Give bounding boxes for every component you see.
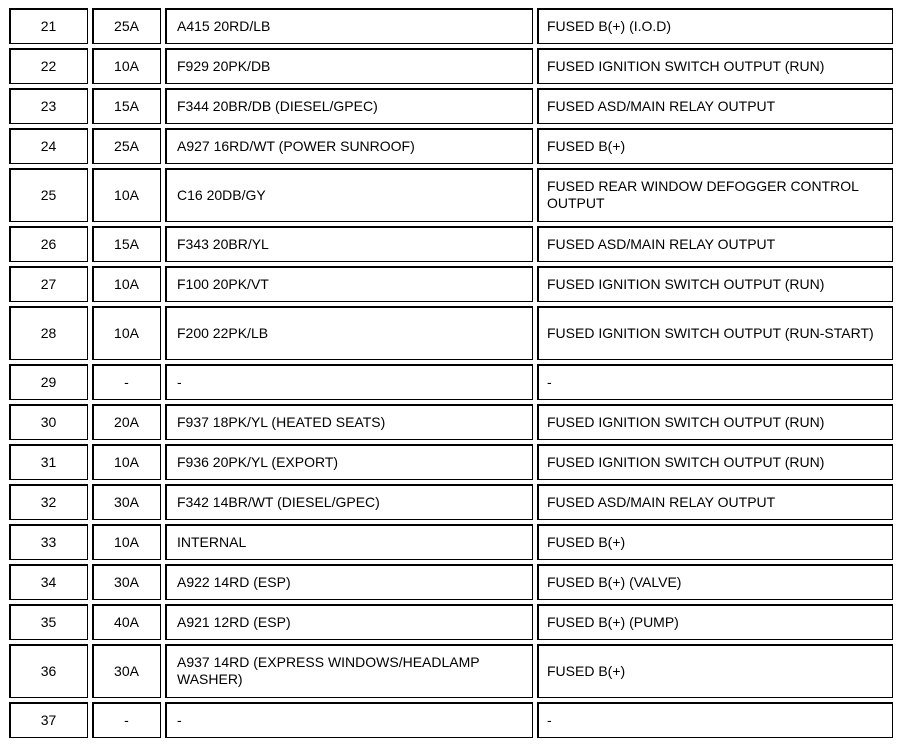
description-cell: FUSED IGNITION SWITCH OUTPUT (RUN-START) xyxy=(537,306,893,360)
amps-cell: 15A xyxy=(92,226,161,262)
table-row xyxy=(9,484,893,520)
description-cell: FUSED ASD/MAIN RELAY OUTPUT xyxy=(537,226,893,262)
description-cell: FUSED B(+) xyxy=(537,128,893,164)
table-row xyxy=(9,702,893,738)
amps-cell: 10A xyxy=(92,48,161,84)
cavity-cell: 36 xyxy=(9,644,88,698)
description-cell: FUSED ASD/MAIN RELAY OUTPUT xyxy=(537,484,893,520)
fuse-table xyxy=(9,8,893,742)
description-cell: FUSED B(+) (VALVE) xyxy=(537,564,893,600)
description-cell: FUSED B(+) xyxy=(537,644,893,698)
table-row xyxy=(9,8,893,44)
table-row xyxy=(9,88,893,124)
circuit-cell: F342 14BR/WT (DIESEL/GPEC) xyxy=(165,484,533,520)
amps-cell: - xyxy=(92,702,161,738)
cavity-cell: 32 xyxy=(9,484,88,520)
amps-cell: 25A xyxy=(92,8,161,44)
circuit-cell: F937 18PK/YL (HEATED SEATS) xyxy=(165,404,533,440)
amps-cell: 25A xyxy=(92,128,161,164)
circuit-cell: F344 20BR/DB (DIESEL/GPEC) xyxy=(165,88,533,124)
description-cell: FUSED B(+) (I.O.D) xyxy=(537,8,893,44)
table-row xyxy=(9,604,893,640)
circuit-cell: A922 14RD (ESP) xyxy=(165,564,533,600)
amps-cell: 15A xyxy=(92,88,161,124)
description-cell: FUSED IGNITION SWITCH OUTPUT (RUN) xyxy=(537,444,893,480)
cavity-cell: 25 xyxy=(9,168,88,222)
description-cell: - xyxy=(537,364,893,400)
table-row xyxy=(9,364,893,400)
cavity-cell: 28 xyxy=(9,306,88,360)
amps-cell: 30A xyxy=(92,644,161,698)
amps-cell: 10A xyxy=(92,524,161,560)
description-cell: FUSED IGNITION SWITCH OUTPUT (RUN) xyxy=(537,266,893,302)
cavity-cell: 34 xyxy=(9,564,88,600)
amps-cell: 10A xyxy=(92,168,161,222)
circuit-cell: A937 14RD (EXPRESS WINDOWS/HEADLAMP WASHER) xyxy=(165,644,533,698)
description-cell: FUSED B(+) (PUMP) xyxy=(537,604,893,640)
circuit-cell: F936 20PK/YL (EXPORT) xyxy=(165,444,533,480)
amps-cell: 20A xyxy=(92,404,161,440)
circuit-cell: F929 20PK/DB xyxy=(165,48,533,84)
cavity-cell: 31 xyxy=(9,444,88,480)
cavity-cell: 26 xyxy=(9,226,88,262)
cavity-cell: 30 xyxy=(9,404,88,440)
circuit-cell: A927 16RD/WT (POWER SUNROOF) xyxy=(165,128,533,164)
table-row xyxy=(9,266,893,302)
circuit-cell: - xyxy=(165,702,533,738)
circuit-cell: F343 20BR/YL xyxy=(165,226,533,262)
circuit-cell: INTERNAL xyxy=(165,524,533,560)
cavity-cell: 22 xyxy=(9,48,88,84)
description-cell: FUSED ASD/MAIN RELAY OUTPUT xyxy=(537,88,893,124)
cavity-cell: 33 xyxy=(9,524,88,560)
cavity-cell: 23 xyxy=(9,88,88,124)
table-row xyxy=(9,444,893,480)
amps-cell: 10A xyxy=(92,306,161,360)
table-row xyxy=(9,226,893,262)
description-cell: FUSED B(+) xyxy=(537,524,893,560)
description-cell: FUSED REAR WINDOW DEFOGGER CONTROL OUTPUT xyxy=(537,168,893,222)
description-cell: - xyxy=(537,702,893,738)
table-row xyxy=(9,168,893,222)
circuit-cell: - xyxy=(165,364,533,400)
amps-cell: 10A xyxy=(92,444,161,480)
description-cell: FUSED IGNITION SWITCH OUTPUT (RUN) xyxy=(537,48,893,84)
cavity-cell: 24 xyxy=(9,128,88,164)
circuit-cell: F200 22PK/LB xyxy=(165,306,533,360)
table-row xyxy=(9,306,893,360)
circuit-cell: C16 20DB/GY xyxy=(165,168,533,222)
circuit-cell: F100 20PK/VT xyxy=(165,266,533,302)
table-row xyxy=(9,524,893,560)
amps-cell: - xyxy=(92,364,161,400)
table-row xyxy=(9,128,893,164)
description-cell: FUSED IGNITION SWITCH OUTPUT (RUN) xyxy=(537,404,893,440)
cavity-cell: 37 xyxy=(9,702,88,738)
table-row xyxy=(9,564,893,600)
amps-cell: 10A xyxy=(92,266,161,302)
table-row xyxy=(9,404,893,440)
cavity-cell: 29 xyxy=(9,364,88,400)
cavity-cell: 27 xyxy=(9,266,88,302)
cavity-cell: 35 xyxy=(9,604,88,640)
table-row xyxy=(9,48,893,84)
circuit-cell: A921 12RD (ESP) xyxy=(165,604,533,640)
amps-cell: 30A xyxy=(92,484,161,520)
amps-cell: 30A xyxy=(92,564,161,600)
cavity-cell: 21 xyxy=(9,8,88,44)
table-row xyxy=(9,644,893,698)
amps-cell: 40A xyxy=(92,604,161,640)
circuit-cell: A415 20RD/LB xyxy=(165,8,533,44)
